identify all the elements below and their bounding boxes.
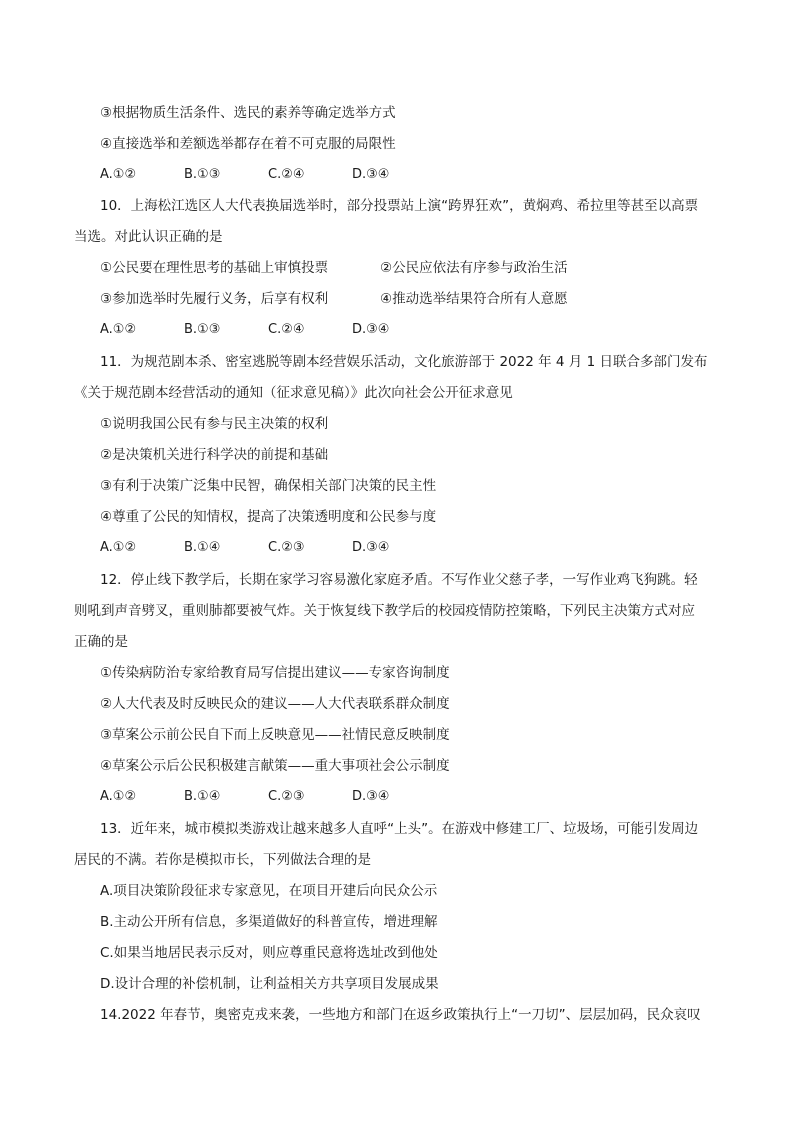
- q12-choice-d: D.③④: [352, 789, 390, 804]
- q10-option-1: ①公民要在理性思考的基础上审慎投票: [100, 260, 329, 276]
- q11-choices: [100, 539, 389, 557]
- q13-stem-line-2: 居民的不满。若你是模拟市长，下列做法合理的是: [74, 852, 371, 868]
- q10-choice-b: B.①③: [184, 322, 221, 337]
- q12-choice-b: B.①④: [184, 789, 221, 804]
- q10-option-4: ④推动选举结果符合所有人意愿: [380, 291, 568, 307]
- q12-option-1: ①传染病防治专家给教育局写信提出建议——专家咨询制度: [100, 665, 450, 681]
- q13-option-a: A.项目决策阶段征求专家意见，在项目开建后向民众公示: [100, 883, 438, 899]
- q10-options-row-1: [100, 259, 568, 277]
- q11-choice-d: D.③④: [352, 540, 390, 555]
- q11-stem-line-1: 11．为规范剧本杀、密室逃脱等剧本经营娱乐活动，文化旅游部于 2022 年 4 月 1 日联合多部门发布: [100, 354, 708, 370]
- q11-option-2: ②是决策机关进行科学决的前提和基础: [100, 447, 329, 463]
- q11-choice-b: B.①④: [184, 540, 221, 555]
- q10-choices: [100, 321, 389, 339]
- q11-option-1: ①说明我国公民有参与民主决策的权利: [100, 416, 329, 432]
- q13-option-d: D.设计合理的补偿机制，让利益相关方共享项目发展成果: [100, 976, 439, 992]
- q12-choice-a: A.①②: [100, 789, 137, 804]
- q12-option-3: ③草案公示前公民自下而上反映意见——社情民意反映制度: [100, 727, 450, 743]
- q9-choice-a: A.①②: [100, 167, 137, 182]
- q13-option-c: C.如果当地居民表示反对，则应尊重民意将选址改到他处: [100, 945, 438, 961]
- q13-option-b: B.主动公开所有信息，多渠道做好的科普宣传，增进理解: [100, 914, 438, 930]
- q11-stem-line-2: 《关于规范剧本经营活动的通知（征求意见稿）》此次向社会公开征求意见: [74, 385, 513, 401]
- q14-stem-line-1: 14.2022 年春节，奥密克戎来袭，一些地方和部门在返乡政策执行上“一刀切”、层层加码，民众哀叹: [100, 1007, 701, 1023]
- q10-stem-line-1: 10．上海松江选区人大代表换届选举时，部分投票站上演“跨界狂欢”，黄焖鸡、希拉里等甚至以高票: [100, 198, 699, 214]
- q12-stem-line-3: 正确的是: [74, 634, 128, 650]
- q11-choice-c: C.②③: [268, 540, 305, 555]
- q11-option-3: ③有利于决策广泛集中民智，确保相关部门决策的民主性: [100, 478, 437, 494]
- q12-option-2: ②人大代表及时反映民众的建议——人大代表联系群众制度: [100, 696, 450, 712]
- q13-stem-line-1: 13．近年来，城市模拟类游戏让越来越多人直呼“上头”。在游戏中修建工厂、垃圾场，可能引发周边: [100, 821, 699, 837]
- q9-choices: [100, 166, 389, 184]
- q11-choice-a: A.①②: [100, 540, 137, 555]
- q11-option-4: ④尊重了公民的知情权，提高了决策透明度和公民参与度: [100, 509, 437, 525]
- q9-option-3: ③根据物质生活条件、选民的素养等确定选举方式: [100, 105, 396, 121]
- q12-stem-line-2: 则吼到声音劈叉，重则肺都要被气炸。关于恢复线下教学后的校园疫情防控策略，下列民主决策方式对应: [74, 603, 695, 619]
- q12-option-4: ④草案公示后公民积极建言献策——重大事项社会公示制度: [100, 758, 450, 774]
- q12-choice-c: C.②③: [268, 789, 305, 804]
- q10-choice-a: A.①②: [100, 322, 137, 337]
- q9-choice-c: C.②④: [268, 167, 305, 182]
- q12-choices: [100, 788, 389, 806]
- q10-stem-line-2: 当选。对此认识正确的是: [74, 229, 223, 245]
- q10-option-2: ②公民应依法有序参与政治生活: [380, 260, 568, 276]
- q9-option-4: ④直接选举和差额选举都存在着不可克服的局限性: [100, 136, 396, 152]
- q9-choice-d: D.③④: [352, 167, 390, 182]
- q10-choice-d: D.③④: [352, 322, 390, 337]
- q10-options-row-2: [100, 290, 568, 308]
- q10-option-3: ③参加选举时先履行义务，后享有权利: [100, 291, 329, 307]
- q10-choice-c: C.②④: [268, 322, 305, 337]
- q12-stem-line-1: 12．停止线下教学后，长期在家学习容易激化家庭矛盾。不写作业父慈子孝，一写作业鸡飞狗跳。轻: [100, 572, 698, 588]
- q9-choice-b: B.①③: [184, 167, 221, 182]
